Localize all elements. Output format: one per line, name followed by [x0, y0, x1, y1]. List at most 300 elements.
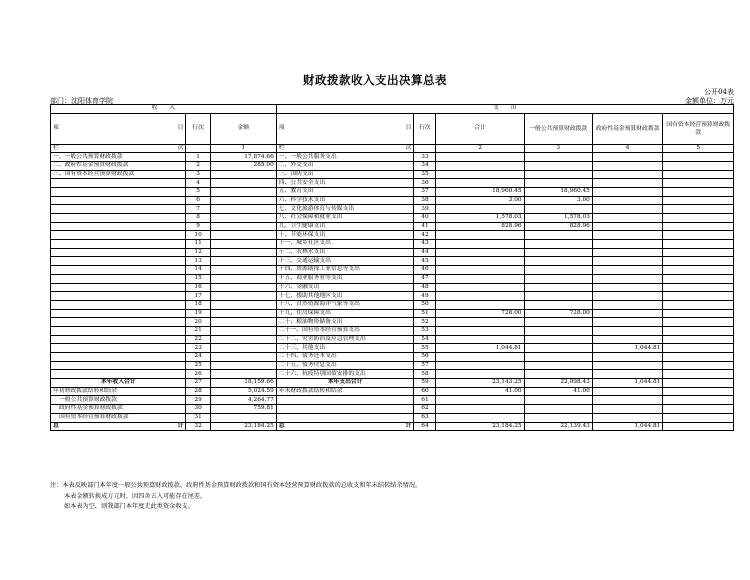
expense-row-no: 60	[414, 387, 436, 396]
expense-total: 1,578.03	[436, 214, 524, 223]
state-capital-amount	[663, 396, 734, 405]
expense-row-no: 47	[414, 274, 436, 283]
gov-fund-amount	[592, 222, 662, 231]
footnote: 注：本表反映部门本年度一般公共预算财政拨款、政府性基金预算财政拨款和国有资本经营预算财政拨款的总收支和年末结转结余情况。	[50, 482, 422, 489]
gov-fund-amount	[592, 153, 662, 162]
state-capital-amount	[663, 153, 734, 162]
table-row	[51, 344, 734, 353]
income-amount: 759.81	[210, 405, 276, 414]
state-capital-amount	[663, 266, 734, 275]
income-row-no: 1	[186, 153, 210, 162]
income-row-no: 15	[186, 274, 210, 283]
income-item	[51, 370, 186, 379]
income-row-no: 24	[186, 353, 210, 362]
state-capital-amount	[663, 353, 734, 362]
gov-fund-amount	[592, 387, 662, 396]
gov-fund-amount	[592, 266, 662, 275]
expense-total	[436, 335, 524, 344]
income-row-no: 27	[186, 379, 210, 388]
table-row	[51, 161, 734, 170]
income-row-no: 18	[186, 300, 210, 309]
expense-row-no: 43	[414, 240, 436, 249]
footnotes	[50, 481, 421, 513]
expense-item: 二十三、其他支出	[276, 344, 414, 353]
income-row-no: 11	[186, 240, 210, 249]
gen-budget-amount	[524, 170, 592, 179]
expense-total: 18,960.45	[436, 187, 524, 196]
gen-budget-amount: 18,960.45	[524, 187, 592, 196]
income-amount	[210, 318, 276, 327]
income-item	[51, 179, 186, 188]
income-row-no: 9	[186, 222, 210, 231]
expense-row-no: 37	[414, 187, 436, 196]
income-item	[51, 240, 186, 249]
state-capital-amount	[663, 326, 734, 335]
expense-row-no: 44	[414, 248, 436, 257]
income-item: 三、国有资本经营预算财政拨款	[51, 170, 186, 179]
income-amount	[210, 187, 276, 196]
expense-item	[276, 413, 414, 422]
gen-budget-amount: 22,139.43	[524, 422, 592, 431]
income-item	[51, 222, 186, 231]
state-capital-amount	[663, 413, 734, 422]
expense-item: 二十四、债务还本支出	[276, 353, 414, 362]
gov-fund-amount	[592, 214, 662, 223]
table-row	[51, 266, 734, 275]
year-total-row	[51, 379, 734, 388]
expense-total	[436, 205, 524, 214]
income-col-label: 栏 次	[51, 144, 186, 153]
state-capital-amount	[663, 161, 734, 170]
income-item	[51, 335, 186, 344]
expense-item-header: 项 目	[276, 113, 414, 144]
col-index: 2	[436, 144, 524, 153]
expense-item: 总 计	[276, 422, 414, 431]
expense-item: 十九、住房保障支出	[276, 309, 414, 318]
gen-budget-amount	[524, 405, 592, 414]
state-capital-amount	[663, 422, 734, 431]
income-item: 一般公共预算财政拨款	[51, 396, 186, 405]
expense-total	[436, 326, 524, 335]
income-amount	[210, 257, 276, 266]
income-item	[51, 205, 186, 214]
gov-fund-amount	[592, 413, 662, 422]
expense-total: 23,184.25	[436, 422, 524, 431]
income-amount	[210, 370, 276, 379]
expense-row-no: 58	[414, 370, 436, 379]
carryover-row	[51, 396, 734, 405]
income-row-no-header: 行次	[186, 113, 210, 144]
table-row	[51, 222, 734, 231]
table-row	[51, 170, 734, 179]
expense-item: 一、一般公共服务支出	[276, 153, 414, 162]
footnote: 本表金额转换成万元时，因四舍五入可能存在尾差。	[64, 492, 207, 500]
income-amount	[210, 231, 276, 240]
gov-fund-amount	[592, 248, 662, 257]
expense-row-no: 54	[414, 335, 436, 344]
gov-fund-amount	[592, 187, 662, 196]
income-amount	[210, 309, 276, 318]
income-item	[51, 274, 186, 283]
gov-fund-amount	[592, 170, 662, 179]
table-row	[51, 231, 734, 240]
income-amount: 5,024.59	[210, 387, 276, 396]
expense-col-label: 栏 次	[276, 144, 414, 153]
gov-fund-amount	[592, 370, 662, 379]
income-amount	[210, 283, 276, 292]
table-row	[51, 353, 734, 362]
table-row	[51, 326, 734, 335]
expense-item: 十五、商业服务业等支出	[276, 274, 414, 283]
income-amount	[210, 214, 276, 223]
income-amount: 23,184.25	[210, 422, 276, 431]
state-capital-amount	[663, 274, 734, 283]
gen-budget-amount	[524, 292, 592, 301]
gov-fund-amount	[592, 300, 662, 309]
gen-budget-amount: 22,098.43	[524, 379, 592, 388]
income-amount	[210, 240, 276, 249]
income-item: 本年收入合计	[51, 379, 186, 388]
expense-item: 二十二、灾害防治及应急管理支出	[276, 335, 414, 344]
table-row	[51, 309, 734, 318]
state-capital-amount	[663, 214, 734, 223]
income-row-no: 30	[186, 405, 210, 414]
income-row-no: 19	[186, 309, 210, 318]
income-amount	[210, 413, 276, 422]
table-row	[51, 292, 734, 301]
expense-row-no: 51	[414, 309, 436, 318]
state-capital-amount	[663, 179, 734, 188]
expense-item: 二十、粮油物资储备支出	[276, 318, 414, 327]
finance-summary-table	[50, 104, 734, 431]
income-amount	[210, 248, 276, 257]
income-amount	[210, 266, 276, 275]
footnote: 如本表为空，则我部门本年度无此类资金收支。	[64, 503, 194, 510]
income-row-no: 25	[186, 361, 210, 370]
gov-fund-amount	[592, 361, 662, 370]
expense-item: 十一、城乡社区支出	[276, 240, 414, 249]
col-index: 4	[592, 144, 662, 153]
income-amount	[210, 326, 276, 335]
gen-budget-amount	[524, 326, 592, 335]
expense-row-no: 52	[414, 318, 436, 327]
income-row-no: 16	[186, 283, 210, 292]
col-index: 1	[210, 144, 276, 153]
expense-total	[436, 413, 524, 422]
report-title: 财政拨款收入支出决算总表	[303, 73, 447, 87]
expense-row-no: 40	[414, 214, 436, 223]
income-item	[51, 361, 186, 370]
gen-budget-amount	[524, 205, 592, 214]
column-header-row	[51, 113, 734, 144]
table-row	[51, 370, 734, 379]
carryover-row	[51, 413, 734, 422]
expense-total	[436, 396, 524, 405]
expense-total	[436, 161, 524, 170]
gov-fund-amount	[592, 353, 662, 362]
income-amount: 17,874.66	[210, 153, 276, 162]
table-row	[51, 153, 734, 162]
gov-fund-amount	[592, 396, 662, 405]
income-row-no: 3	[186, 170, 210, 179]
income-item: 一、一般公共预算财政拨款	[51, 153, 186, 162]
expense-total: 1,044.81	[436, 344, 524, 353]
expense-row-no: 61	[414, 396, 436, 405]
expense-row-no: 39	[414, 205, 436, 214]
expense-item: 十、节能环保支出	[276, 231, 414, 240]
gen-budget-amount	[524, 344, 592, 353]
expense-total: 23,143.25	[436, 379, 524, 388]
expense-row-no: 64	[414, 422, 436, 431]
state-capital-amount	[663, 170, 734, 179]
income-item	[51, 257, 186, 266]
expense-item: 十八、自然资源海洋气象等支出	[276, 300, 414, 309]
income-item-header: 项 目	[51, 113, 186, 144]
gen-budget-amount	[524, 240, 592, 249]
expense-item: 二十六、抗疫特别国债安排的支出	[276, 370, 414, 379]
column-index-row	[51, 144, 734, 153]
expense-row-no: 50	[414, 300, 436, 309]
expense-row-no: 56	[414, 353, 436, 362]
expense-total	[436, 361, 524, 370]
table-row	[51, 274, 734, 283]
expense-item: 十七、援助其他地区支出	[276, 292, 414, 301]
gov-fund-amount	[592, 283, 662, 292]
expense-total: 41.00	[436, 387, 524, 396]
gen-budget-amount	[524, 266, 592, 275]
income-amount: 4,264.77	[210, 396, 276, 405]
expense-item: 九、卫生健康支出	[276, 222, 414, 231]
gov-fund-amount	[592, 309, 662, 318]
income-row-no: 32	[186, 422, 210, 431]
expense-item: 本年支出合计	[276, 379, 414, 388]
gen-budget-amount	[524, 248, 592, 257]
table-row	[51, 240, 734, 249]
gov-fund-amount: 1,044.81	[592, 422, 662, 431]
expense-total	[436, 353, 524, 362]
income-item	[51, 326, 186, 335]
gov-fund-amount: 1,044.81	[592, 379, 662, 388]
state-capital-amount	[663, 379, 734, 388]
expense-row-no: 48	[414, 283, 436, 292]
income-amount: 285.00	[210, 161, 276, 170]
income-row-no: 28	[186, 387, 210, 396]
expense-row-no: 63	[414, 413, 436, 422]
gen-budget-amount	[524, 283, 592, 292]
expense-row-no: 36	[414, 179, 436, 188]
gen-budget-header: 一般公共预算财政拨款	[524, 113, 592, 144]
income-item	[51, 318, 186, 327]
income-amount	[210, 353, 276, 362]
income-amount	[210, 300, 276, 309]
expense-row-no: 59	[414, 379, 436, 388]
expense-item	[276, 405, 414, 414]
gov-fund-amount	[592, 257, 662, 266]
expense-total	[436, 231, 524, 240]
income-amount-header: 金额	[210, 113, 276, 144]
income-row-no: 14	[186, 266, 210, 275]
gen-budget-amount	[524, 353, 592, 362]
state-capital-amount	[663, 240, 734, 249]
gov-fund-amount	[592, 205, 662, 214]
expense-total	[436, 170, 524, 179]
expense-total	[436, 274, 524, 283]
income-item	[51, 292, 186, 301]
income-item	[51, 300, 186, 309]
gov-fund-amount: 1,044.81	[592, 344, 662, 353]
expense-item: 四、公共安全支出	[276, 179, 414, 188]
expense-total	[436, 248, 524, 257]
table-row	[51, 214, 734, 223]
gen-budget-amount	[524, 161, 592, 170]
gen-budget-amount	[524, 396, 592, 405]
income-amount	[210, 196, 276, 205]
expense-total: 728.00	[436, 309, 524, 318]
expense-item: 年末财政拨款结转和结余	[276, 387, 414, 396]
form-number: 公开04表	[704, 88, 734, 96]
expense-total	[436, 153, 524, 162]
gen-budget-amount: 41.00	[524, 387, 592, 396]
expense-total	[436, 257, 524, 266]
income-row-no: 12	[186, 248, 210, 257]
gov-fund-amount	[592, 161, 662, 170]
gov-fund-amount	[592, 326, 662, 335]
table-row	[51, 257, 734, 266]
expense-row-no: 35	[414, 170, 436, 179]
state-capital-amount	[663, 283, 734, 292]
income-amount	[210, 292, 276, 301]
expense-row-no: 62	[414, 405, 436, 414]
state-capital-amount	[663, 387, 734, 396]
table-row	[51, 361, 734, 370]
table-row	[51, 335, 734, 344]
expense-item: 二十五、债务付息支出	[276, 361, 414, 370]
expense-row-no: 34	[414, 161, 436, 170]
state-capital-amount	[663, 370, 734, 379]
section-header-row	[51, 105, 734, 114]
income-item: 国有资本经营预算财政拨款	[51, 413, 186, 422]
expense-row-no: 49	[414, 292, 436, 301]
table-row	[51, 196, 734, 205]
income-amount: 18,159.66	[210, 379, 276, 388]
gov-fund-amount	[592, 318, 662, 327]
expense-total	[436, 292, 524, 301]
table-row	[51, 187, 734, 196]
income-row-no: 21	[186, 326, 210, 335]
gov-fund-amount	[592, 179, 662, 188]
income-row-no: 13	[186, 257, 210, 266]
department-label: 部门：沈阳体育学院	[50, 97, 113, 105]
table-row	[51, 318, 734, 327]
gen-budget-amount	[524, 335, 592, 344]
state-capital-amount	[663, 292, 734, 301]
gen-budget-amount	[524, 413, 592, 422]
income-row-no: 31	[186, 413, 210, 422]
income-amount	[210, 170, 276, 179]
income-row-no: 5	[186, 187, 210, 196]
expense-total	[436, 283, 524, 292]
carryover-row	[51, 405, 734, 414]
income-amount	[210, 179, 276, 188]
expense-row-no: 46	[414, 266, 436, 275]
expense-total	[436, 318, 524, 327]
col-index: 3	[524, 144, 592, 153]
state-capital-amount	[663, 361, 734, 370]
state-capital-amount	[663, 318, 734, 327]
gov-fund-amount	[592, 335, 662, 344]
expense-row-no: 53	[414, 326, 436, 335]
expense-total	[436, 240, 524, 249]
carryover-row	[51, 387, 734, 396]
gov-fund-amount	[592, 274, 662, 283]
income-item	[51, 231, 186, 240]
income-item	[51, 214, 186, 223]
income-amount	[210, 205, 276, 214]
expense-total	[436, 405, 524, 414]
expense-row-no: 57	[414, 361, 436, 370]
table-row	[51, 179, 734, 188]
income-amount	[210, 274, 276, 283]
gen-budget-amount	[524, 153, 592, 162]
gov-fund-amount	[592, 240, 662, 249]
expense-total	[436, 370, 524, 379]
table-row	[51, 300, 734, 309]
state-capital-amount	[663, 231, 734, 240]
income-section-header: 收 入	[51, 105, 277, 114]
gov-fund-amount	[592, 196, 662, 205]
expense-row-no-header: 行次	[414, 113, 436, 144]
gen-budget-amount	[524, 318, 592, 327]
expense-item: 二十一、国有资本经营预算支出	[276, 326, 414, 335]
expense-total	[436, 266, 524, 275]
gen-budget-amount	[524, 179, 592, 188]
gen-budget-amount	[524, 300, 592, 309]
col-index: 5	[663, 144, 734, 153]
expense-row-no: 55	[414, 344, 436, 353]
gen-budget-amount	[524, 274, 592, 283]
income-row-no: 4	[186, 179, 210, 188]
table-row	[51, 205, 734, 214]
state-capital-amount	[663, 344, 734, 353]
gen-budget-amount	[524, 231, 592, 240]
gen-budget-amount: 728.00	[524, 309, 592, 318]
gen-budget-amount	[524, 257, 592, 266]
income-item: 总 计	[51, 422, 186, 431]
expense-item: 五、教育支出	[276, 187, 414, 196]
state-capital-amount	[663, 300, 734, 309]
expense-row-no: 38	[414, 196, 436, 205]
income-item: 年初财政拨款结转和结余	[51, 387, 186, 396]
gen-budget-amount: 828.96	[524, 222, 592, 231]
income-item	[51, 344, 186, 353]
gen-budget-amount: 3.00	[524, 196, 592, 205]
income-item: 二、政府性基金预算财政拨款	[51, 161, 186, 170]
state-capital-amount	[663, 335, 734, 344]
expense-item: 八、社会保障和就业支出	[276, 214, 414, 223]
expense-row-no: 45	[414, 257, 436, 266]
gov-fund-header: 政府性基金预算财政拨款	[592, 113, 662, 144]
gen-budget-amount: 1,578.03	[524, 214, 592, 223]
income-row-no: 29	[186, 396, 210, 405]
expense-item: 三、国防支出	[276, 170, 414, 179]
expense-total-header: 合计	[436, 113, 524, 144]
expense-item	[276, 396, 414, 405]
income-row-no: 17	[186, 292, 210, 301]
income-item	[51, 309, 186, 318]
expense-row-no: 41	[414, 222, 436, 231]
income-item	[51, 283, 186, 292]
income-amount	[210, 222, 276, 231]
